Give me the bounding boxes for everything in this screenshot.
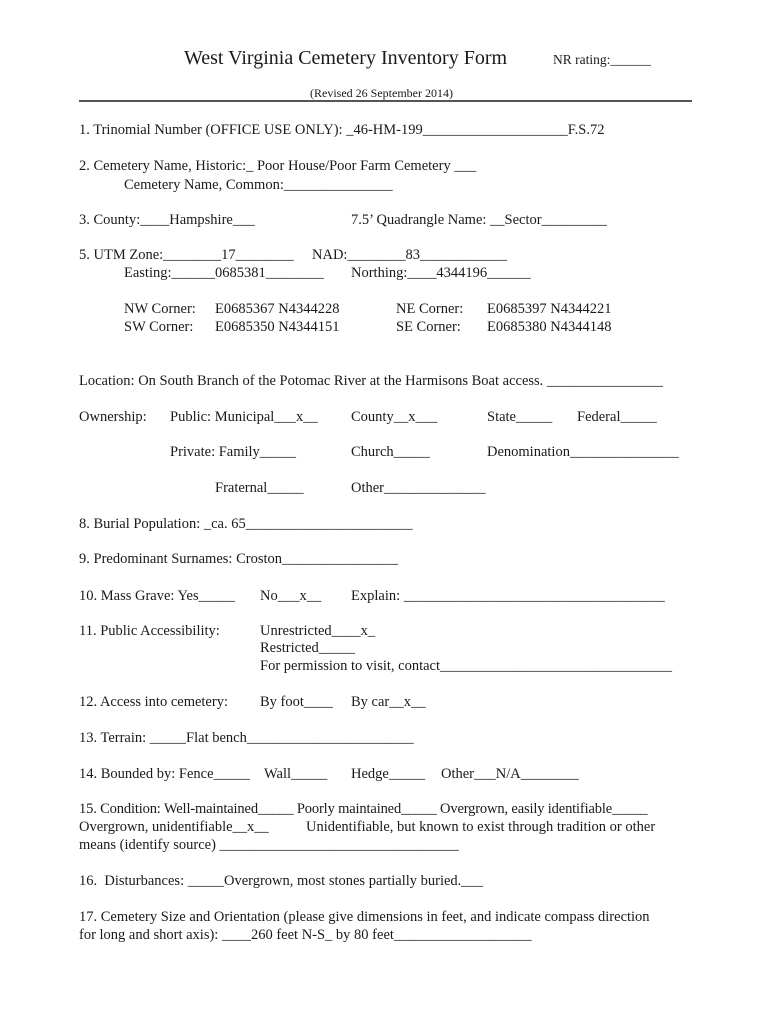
cemetery-name-common: Cemetery Name, Common:_______________ <box>124 177 393 193</box>
bounded-by-hedge: Hedge_____ <box>351 766 426 782</box>
form-title: West Virginia Cemetery Inventory Form <box>184 47 508 69</box>
ownership-church: Church_____ <box>351 444 430 460</box>
nw-corner-label: NW Corner: <box>124 301 196 317</box>
utm-zone: 5. UTM Zone:________17________ <box>79 247 294 263</box>
condition-source: means (identify source) _________________________________ <box>79 837 459 853</box>
ownership-federal: Federal_____ <box>577 409 657 425</box>
size-orientation-line-2: for long and short axis): ____260 feet N-S_ by 80 feet___________________ <box>79 927 532 943</box>
se-corner-value: E0685380 N4344148 <box>487 319 612 335</box>
accessibility-unrestricted: Unrestricted____x_ <box>260 623 376 639</box>
ownership-fraternal: Fraternal_____ <box>215 480 304 496</box>
burial-population: 8. Burial Population: _ca. 65_______________________ <box>79 516 413 532</box>
northing: Northing:____4344196______ <box>351 265 531 281</box>
bounded-by-fence: 14. Bounded by: Fence_____ <box>79 766 250 782</box>
nw-corner-value: E0685367 N4344228 <box>215 301 340 317</box>
ne-corner-value: E0685397 N4344221 <box>487 301 612 317</box>
quadrangle-name: 7.5’ Quadrangle Name: __Sector_________ <box>351 212 607 228</box>
mass-grave-no: No___x__ <box>260 588 322 604</box>
accessibility-restricted: Restricted_____ <box>260 640 356 656</box>
ownership-county: County__x___ <box>351 409 438 425</box>
mass-grave-yes: 10. Mass Grave: Yes_____ <box>79 588 235 604</box>
accessibility-permission-contact: For permission to visit, contact________________________________ <box>260 658 673 674</box>
nr-rating: NR rating:______ <box>553 52 651 67</box>
access-by-car: By car__x__ <box>351 694 426 710</box>
revision-date: (Revised 26 September 2014) <box>310 86 453 100</box>
ownership-denomination: Denomination_______________ <box>487 444 679 460</box>
ownership-public-municipal: Public: Municipal___x__ <box>170 409 318 425</box>
header-divider <box>79 100 692 102</box>
condition-overgrown-unidentifiable: Overgrown, unidentifiable__x__ <box>79 819 269 835</box>
sw-corner-value: E0685350 N4344151 <box>215 319 340 335</box>
mass-grave-explain: Explain: ____________________________________ <box>351 588 665 604</box>
trinomial-number: 1. Trinomial Number (OFFICE USE ONLY): _46-HM-199____________________F.S.72 <box>79 122 605 138</box>
condition-unidentifiable-known: Unidentifiable, but known to exist through tradition or other <box>306 819 656 835</box>
predominant-surnames: 9. Predominant Surnames: Croston________________ <box>79 551 398 567</box>
disturbances: 16. Disturbances: _____Overgrown, most stones partially buried.___ <box>79 873 484 889</box>
access-by-foot: By foot____ <box>260 694 333 710</box>
nad: NAD:________83____________ <box>312 247 507 263</box>
access-label: 12. Access into cemetery: <box>79 694 228 710</box>
size-orientation-line-1: 17. Cemetery Size and Orientation (please give dimensions in feet, and indicate compass direction <box>79 909 650 925</box>
ownership-state: State_____ <box>487 409 553 425</box>
location: Location: On South Branch of the Potomac River at the Harmisons Boat access. ________________ <box>79 373 663 389</box>
terrain: 13. Terrain: _____Flat bench_______________________ <box>79 730 414 746</box>
county: 3. County:____Hampshire___ <box>79 212 255 228</box>
condition-line-1: 15. Condition: Well-maintained_____ Poorly maintained_____ Overgrown, easily identifiable_____ <box>79 801 648 817</box>
ownership-private-family: Private: Family_____ <box>170 444 297 460</box>
cemetery-name-historic: 2. Cemetery Name, Historic:_ Poor House/Poor Farm Cemetery ___ <box>79 158 477 174</box>
bounded-by-wall: Wall_____ <box>264 766 328 782</box>
sw-corner-label: SW Corner: <box>124 319 194 335</box>
public-accessibility-label: 11. Public Accessibility: <box>79 623 220 639</box>
easting: Easting:______0685381________ <box>124 265 324 281</box>
ne-corner-label: NE Corner: <box>396 301 464 317</box>
se-corner-label: SE Corner: <box>396 319 461 335</box>
bounded-by-other: Other___N/A________ <box>441 766 579 782</box>
ownership-other: Other______________ <box>351 480 486 496</box>
ownership-label: Ownership: <box>79 409 147 425</box>
